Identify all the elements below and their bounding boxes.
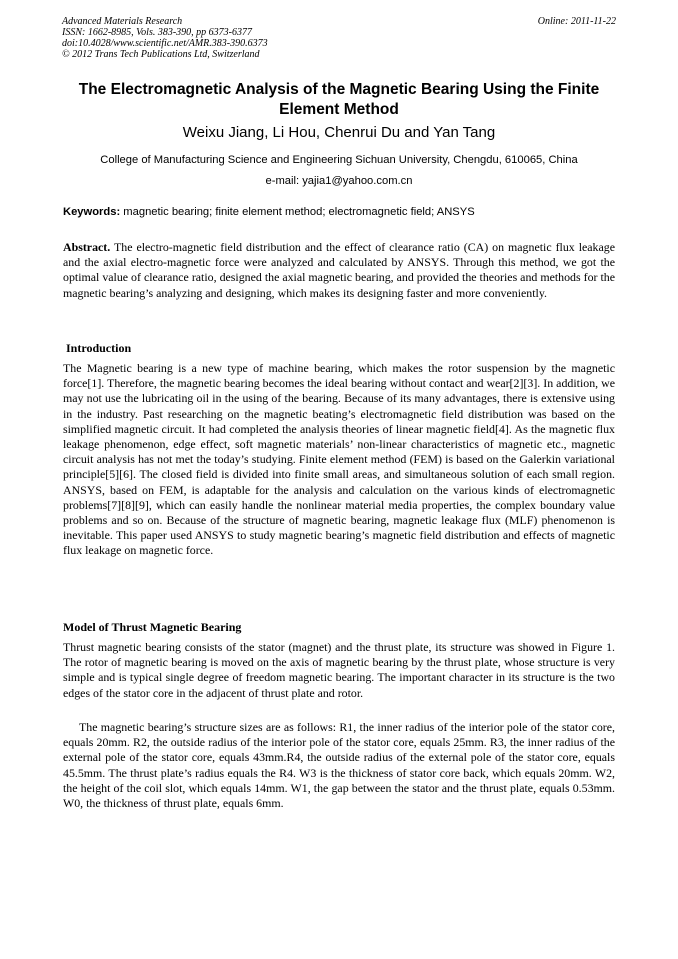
abstract-label: Abstract. [63,240,111,254]
keywords-label: Keywords: [63,206,121,218]
affiliation: College of Manufacturing Science and Engineering Sichuan University, Chengdu, 610065, China [100,154,578,166]
keywords-text: magnetic bearing; finite element method; electromagnetic field; ANSYS [120,206,475,218]
introduction-paragraph: The Magnetic bearing is a new type of machine bearing, which makes the rotor suspension by the magnetic force[1]. Therefore, the magnetic bearing becomes the ideal bearing without contact and wear[2][3]. In addition, we may not use the lubricating oil in the using of the bearing. Because of its many advantages, there is extensive using in the industry. Past researching on the magnetic beating’s electromagnetic field distribution was based on the simplified magnetic circuit. It had completed the analysis theories of linear magnetic field[4]. As the magnetic flux leakage phenomenon, edge effect, soft magnetic materials’ non-linear characteristics of magnetic etc., magnetic circuit analysis has not met the today’s studying. Finite element method (FEM) is based on the Galerkin variational principle[5][6]. The closed field is divided into finite small areas, and simultaneous solution of each small region. ANSYS, based on FEM, is adaptable for the analysis and calculation on the various kinds of electromagnetic problems[7][8][9], which can easily handle the nonlinear material media properties, the complex boundary value problems and so on. Because of the structure of magnetic bearing, magnetic leakage flux (MLF) phenomenon is inevitable. This paper used ANSYS to study magnetic bearing’s magnetic field distribution and effects of magnetic flux leakage on magnetic force. [63,361,615,558]
author-list: Weixu Jiang, Li Hou, Chenrui Du and Yan Tang [182,124,496,141]
online-date: Online: 2011-11-22 [537,16,616,27]
journal-header [62,16,616,60]
affiliation-block [40,150,638,192]
paper-title: The Electromagnetic Analysis of the Magnetic Bearing Using the Finite Element Method [78,81,600,118]
author-email: e-mail: yajia1@yahoo.com.cn [265,175,413,187]
section-heading-model: Model of Thrust Magnetic Bearing [63,620,242,634]
abstract-text: The electro-magnetic field distribution and the effect of clearance ratio (CA) on magnetic flux leakage and the axial electro-magnetic force were analyzed and calculated by ANSYS. Through this method, we got the optimal value of clearance ratio, designed the axial magnetic bearing, and provided the theories and methods for the magnetic bearing’s analyzing and designing, which makes its designing faster and more conveniently. [63,240,615,300]
section-heading-introduction: Introduction [66,341,132,355]
model-paragraph-1: Thrust magnetic bearing consists of the stator (magnet) and the thrust plate, its structure was showed in Figure 1. The rotor of magnetic bearing is moved on the axis of magnetic bearing by the thrust plate, whose structure is very simple and is typical single degree of freedom magnetic bearing. The important character in its structure is the two edges of the stator core in the adjacent of thrust plate and rotor. [63,640,615,700]
copyright-line: © 2012 Trans Tech Publications Ltd, Switzerland [62,49,260,60]
doi-line: doi:10.4028/www.scientific.net/AMR.383-390.6373 [62,38,268,49]
model-paragraph-2: The magnetic bearing’s structure sizes are as follows: R1, the inner radius of the interior pole of the stator core, equals 20mm. R2, the outside radius of the interior pole of the stator core, equals 25mm. R3, the inner radius of the external pole of the stator core, equals 43mm.R4, the outside radius of the external pole of the stator core, equals 45.5mm. The thrust plate’s radius equals the R4. W3 is the thickness of stator core back, which equals 20mm. W2, the height of the coil slot, which equals 14mm. W1, the gap between the stator and the thrust plate, equals 0.53mm. W0, the thickness of thrust plate, equals 6mm. [63,720,615,811]
issn-line: ISSN: 1662-8985, Vols. 383-390, pp 6373-6377 [62,27,252,38]
journal-name: Advanced Materials Research [62,16,183,27]
keywords [63,205,617,219]
abstract [63,240,615,301]
